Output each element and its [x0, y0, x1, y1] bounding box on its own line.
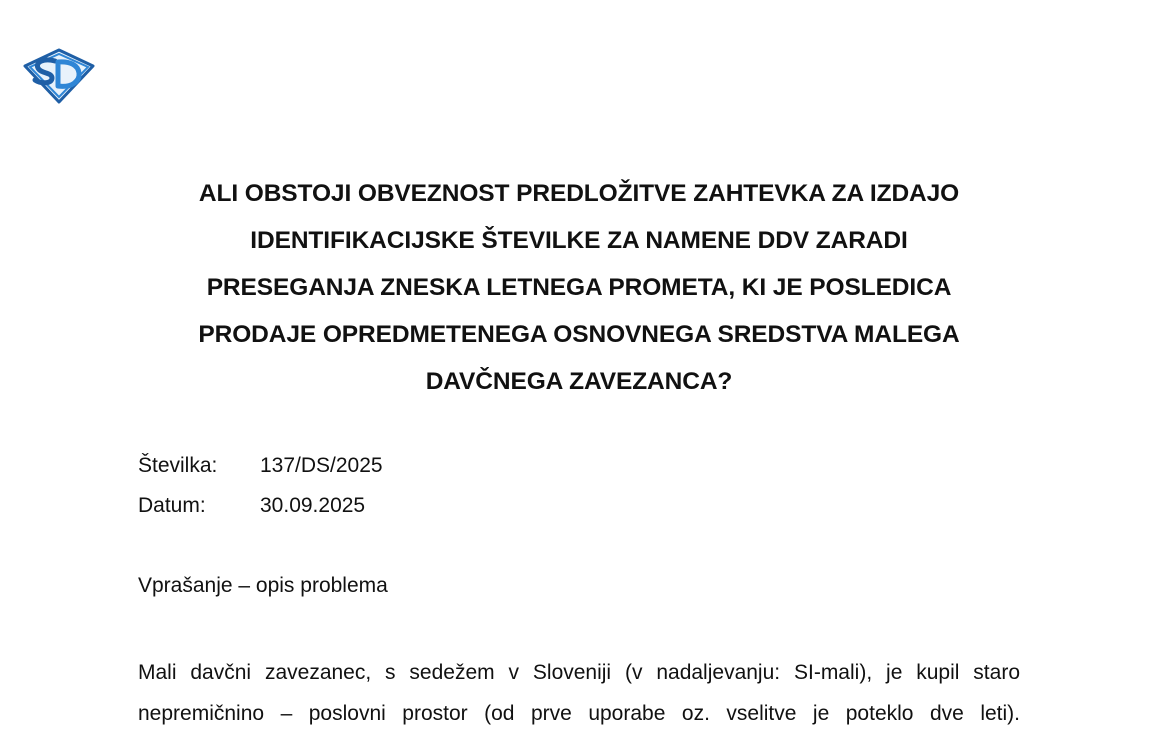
title-line: PRESEGANJA ZNESKA LETNEGA PROMETA, KI JE POSLEDICA: [206, 274, 952, 301]
title-line: ALI OBSTOJI OBVEZNOST PREDLOŽITVE ZAHTEVKA ZA IZDAJO: [198, 180, 960, 207]
title-line: IDENTIFIKACIJSKE ŠTEVILKE ZA NAMENE DDV ZARADI: [250, 227, 908, 254]
sd-shield-logo-icon: [22, 48, 96, 104]
document-number-row: [138, 454, 383, 478]
document-date-label: Datum:: [138, 494, 206, 517]
document-date-row: [138, 494, 365, 518]
document-number-value: 137/DS/2025: [260, 454, 383, 477]
document-title: [130, 170, 1028, 405]
document-number-label: Številka:: [138, 454, 218, 477]
body-line: nepremičnino – poslovni prostor (od prve uporabe oz. vselitve je poteklo dve leti).: [138, 702, 1020, 725]
title-line: DAVČNEGA ZAVEZANCA?: [425, 368, 733, 395]
document-date-value: 30.09.2025: [260, 494, 366, 517]
section-heading: Vprašanje – opis problema: [138, 574, 388, 597]
body-line: Mali davčni zavezanec, s sedežem v Sloveniji (v nadaljevanju: SI-mali), je kupil staro: [138, 661, 1020, 684]
body-paragraph: [138, 652, 1020, 734]
title-line: PRODAJE OPREDMETENEGA OSNOVNEGA SREDSTVA MALEGA: [198, 321, 960, 348]
company-logo: [22, 48, 96, 104]
